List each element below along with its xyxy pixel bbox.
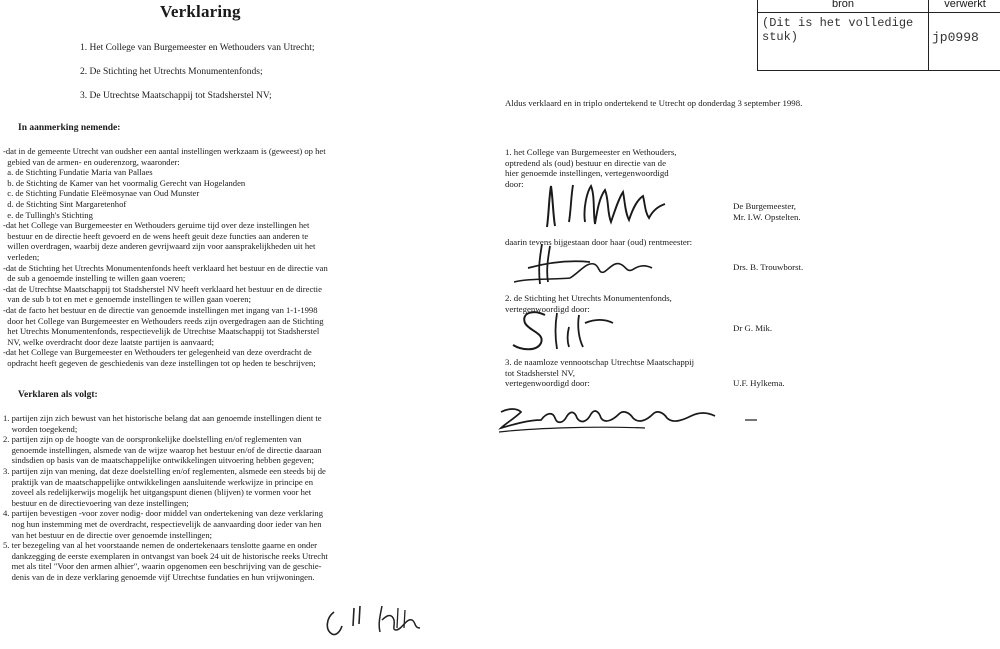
- party-1: 1. Het College van Burgemeester en Wethouders van Utrecht;: [80, 43, 315, 53]
- text-line: de sub a genoemde instelling te willen gaan voeren;: [3, 273, 186, 284]
- document-title: Verklaring: [160, 2, 241, 21]
- text-line: worden toegekend;: [3, 423, 78, 434]
- block2-line: 2. de Stichting het Utrechts Monumentenfonds,: [505, 293, 672, 303]
- text-line: 1. partijen zijn zich bewust van het historische belang dat aan genoemde instellingen dient te: [3, 413, 322, 423]
- signer3-name: Dr G. Mik.: [733, 323, 773, 333]
- stamp-divider: [928, 0, 929, 70]
- block3-line: tot Stadsherstel NV,: [505, 367, 575, 378]
- text-line: het Utrechts Monumentenfonds, respectievelijk de Utrechtse Maatschappij tot Stadsherstel: [3, 326, 320, 337]
- text-line: sindsdien op basis van de maatschappelijke ontwikkelingen uitvoering hebben gegeven;: [3, 455, 314, 466]
- text-line: door het College van Burgemeester en Wethouders reeds zijn overgedragen aan de Stichting: [3, 315, 324, 326]
- text-line: bestuur en de directie heeft gevoerd en de wens heeft geuit deze functies aan anderen te: [3, 230, 309, 241]
- signer2-name: Drs. B. Trouwborst.: [733, 262, 804, 272]
- declare-heading: Verklaren als volgt:: [18, 390, 98, 400]
- text-line: 3. partijen zijn van mening, dat deze doelstelling en/of reglementen, alsmede een steeds bij de: [3, 465, 326, 476]
- block1-line: door:: [505, 178, 524, 189]
- considering-lines: [3, 146, 328, 368]
- stamp-col-bron: bron: [831, 0, 855, 10]
- text-line: -dat de Stichting het Utrechts Monumentenfonds heeft verklaard het bestuur en de directie van: [3, 262, 328, 273]
- text-line: NV, welke overdracht door deze laatste partijen is aanvaard;: [3, 336, 215, 347]
- initials-signature: [322, 600, 437, 645]
- text-line: 4. partijen bevestigen -voor zover nodig- door middel van ondertekening van deze verklaring: [3, 508, 324, 519]
- text-line: gebied van de armen- en ouderenzorg, waaronder:: [3, 156, 180, 167]
- signer1-role: De Burgemeester,: [733, 201, 796, 211]
- stamp-code: jp0998: [932, 30, 979, 45]
- signer1-name: Mr. I.W. Opstelten.: [733, 212, 801, 222]
- assisted-by: daarin tevens bijgestaan door haar (oud) rentmeester:: [505, 237, 693, 247]
- text-line: bestuur en de directievoering van deze instellingen;: [3, 497, 189, 508]
- signer4-name: U.F. Hylkema.: [733, 378, 785, 388]
- signature-opstelten: [525, 182, 695, 232]
- considering-heading: In aanmerking nemende:: [18, 123, 121, 133]
- text-line: -dat het College van Burgemeester en Wethouders ter gelegenheid van deze overdracht de: [3, 347, 312, 358]
- text-line: van het bestuur en de directie over genoemde instellingen;: [3, 529, 213, 540]
- stamp-col-verwerkt: verwerkt: [944, 0, 986, 10]
- signature-trouwborst: [510, 238, 680, 288]
- party-2: 2. De Stichting het Utrechts Monumentenfonds;: [80, 67, 263, 77]
- text-line: praktijk van de maatschappelijke ontwikkelingen aansluitende werkwijze in principe en: [3, 476, 313, 487]
- text-line: opdracht heeft gegeven de geschiedenis van deze instellingen tot op heden te beschrijven;: [3, 357, 316, 368]
- text-line: nog hun instemming met de overdracht, respectievelijk de aanvaarding door ieder van hen: [3, 518, 322, 529]
- stamp-note: (Dit is het volledige stuk): [762, 16, 914, 44]
- text-line: -dat de Utrechtse Maatschappij tot Stadsherstel NV heeft verklaard het bestuur en de directie: [3, 283, 322, 294]
- text-line: genoemde instellingen, alsmede van de wijze waarop het bestuur en/of de directie daaraan: [3, 444, 322, 455]
- text-line: van de sub b tot en met e genoemde instellingen te willen gaan voeren;: [3, 294, 251, 305]
- text-line: 2. partijen zijn op de hoogte van de oorspronkelijke doelstelling en/of reglementen van: [3, 434, 302, 445]
- text-line: verleden;: [3, 251, 40, 262]
- text-line: met als titel "Voor den armen alhier", waarin opgenomen een beschrijving van de geschie-: [3, 561, 322, 572]
- declare-lines: [3, 413, 328, 583]
- signature-hylkema: [495, 398, 765, 438]
- block1-line: optredend als (oud) bestuur en directie van de: [505, 157, 666, 168]
- signature-mik: [505, 305, 645, 355]
- archive-stamp-box: [757, 0, 1000, 71]
- text-line: b. de Stichting de Kamer van het voormalig Gerecht van Hogelanden: [3, 177, 246, 188]
- block2-line: vertegenwoordigd door:: [505, 303, 590, 314]
- block3-line: 3. de naamloze vennootschap Utrechtse Maatschappij: [505, 357, 695, 367]
- text-line: d. de Stichting Sint Margaretenhof: [3, 198, 127, 209]
- block1-line: hier genoemde instellingen, vertegenwoordigd: [505, 168, 669, 179]
- text-line: zoveel als redelijkerwijs mogelijk het uitgangspunt dienen (blijven) te vormen voor het: [3, 487, 312, 498]
- text-line: willen overdragen, waarbij deze anderen gevrijwaard zijn voor aansprakelijkheden uit het: [3, 241, 316, 252]
- signing-intro: Aldus verklaard en in triplo ondertekend te Utrecht op donderdag 3 september 1998.: [505, 98, 803, 108]
- text-line: dankzegging de eerste exemplaren in ontvangst van boek 24 uit de historische reeks Utrecht: [3, 550, 328, 561]
- block3-line: vertegenwoordigd door:: [505, 378, 590, 389]
- party-3: 3. De Utrechtse Maatschappij tot Stadsherstel NV;: [80, 91, 272, 101]
- text-line: -dat in de gemeente Utrecht van oudsher een aantal instellingen werkzaam is (geweest) op het: [3, 146, 326, 156]
- signatory-block-3: [505, 357, 694, 389]
- block1-line: 1. het College van Burgemeester en Wethouders,: [505, 147, 677, 157]
- text-line: denis van de in deze verklaring genoemde vijf Utrechtse fundaties en hun vrijwoningen.: [3, 571, 315, 582]
- text-line: -dat het College van Burgemeester en Wethouders geruime tijd over deze instellingen het: [3, 220, 310, 231]
- text-line: e. de Tullingh's Stichting: [3, 209, 93, 220]
- text-line: 5. ter bezegeling van al het voorstaande nemen de ondertekenaars tenslotte gaarne en onder: [3, 540, 318, 551]
- text-line: c. de Stichting Fundatie Eleëmosynae van Oud Munster: [3, 188, 200, 199]
- text-line: a. de Stichting Fundatie Maria van Pallaes: [3, 167, 153, 178]
- text-line: -dat de facto het bestuur en de directie van genoemde instellingen met ingang van 1-1-1998: [3, 304, 318, 315]
